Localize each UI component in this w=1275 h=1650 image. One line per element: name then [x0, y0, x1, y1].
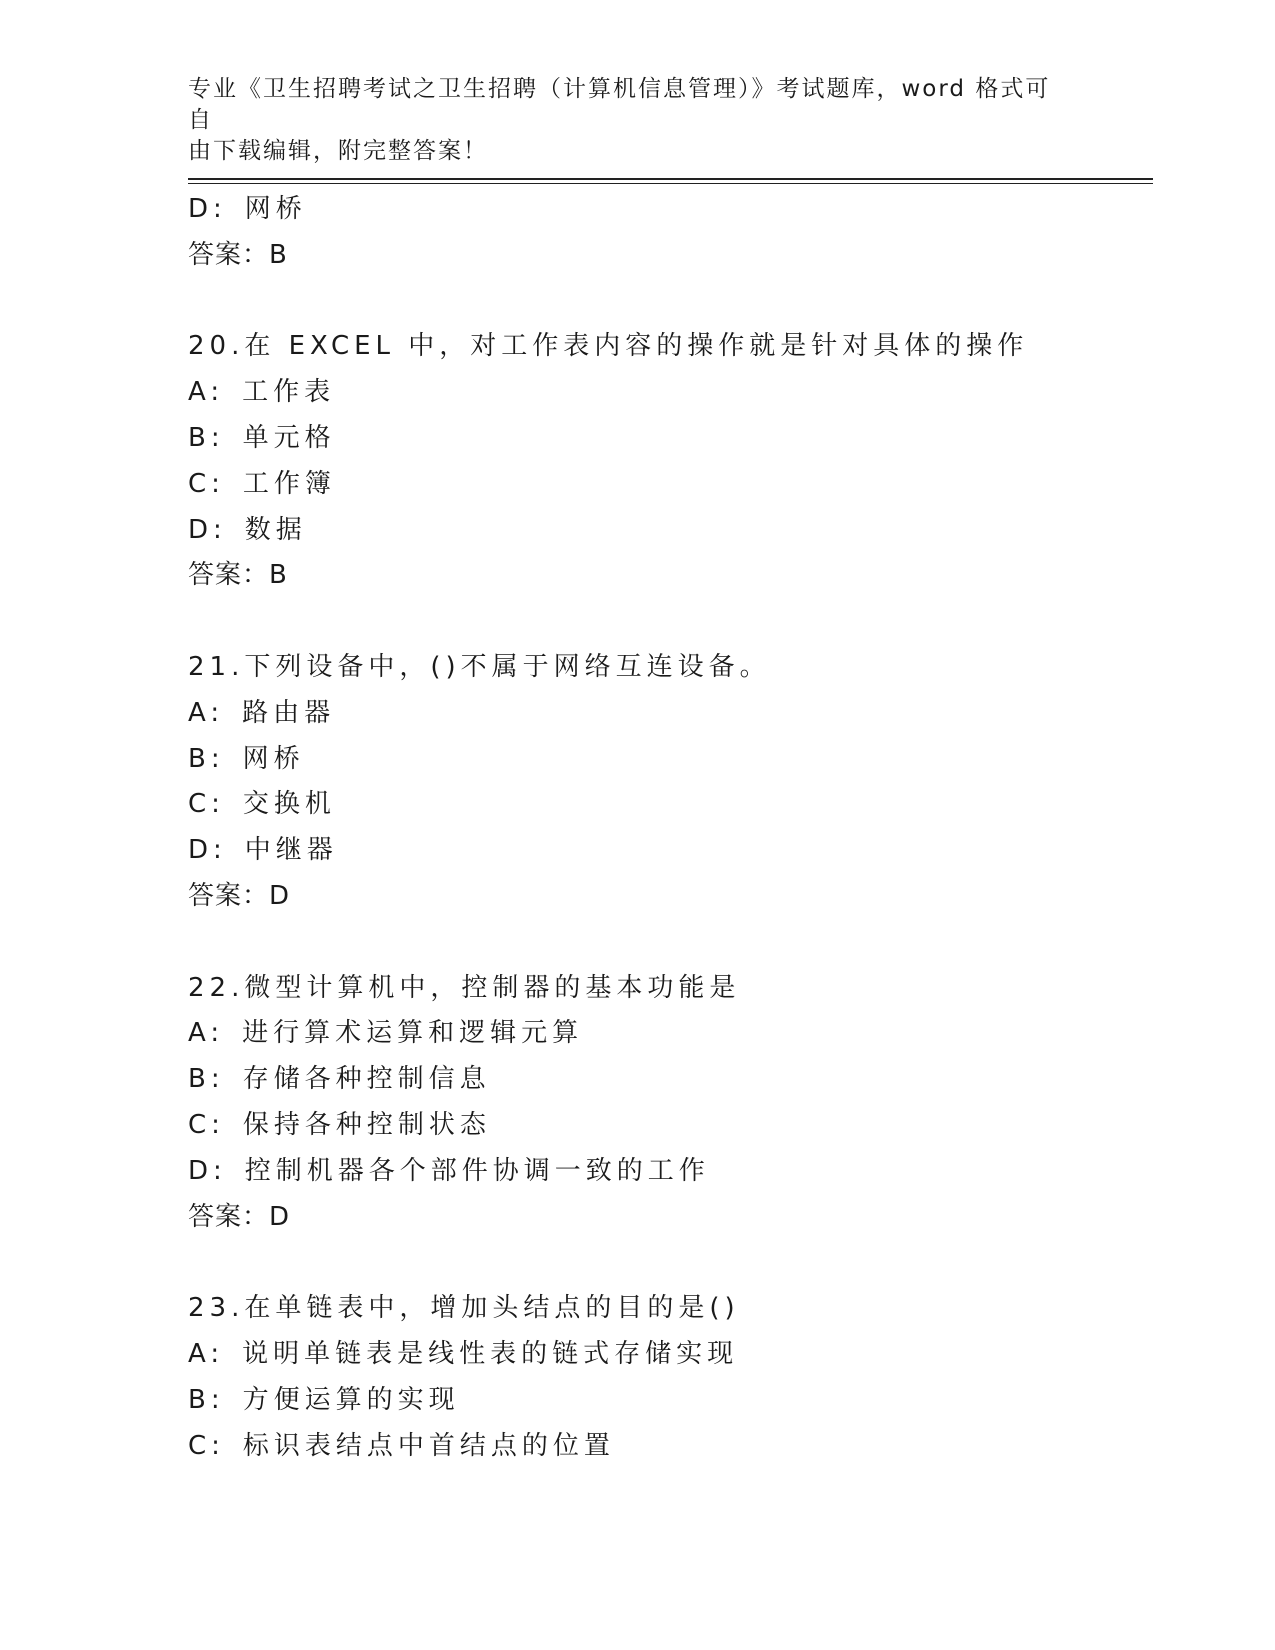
document-header [188, 74, 1068, 167]
header-divider-thick [188, 178, 1153, 180]
option-key: B: [188, 422, 225, 453]
question-list [188, 187, 1153, 1469]
question-block-22 [188, 966, 1153, 1241]
option-key: A: [188, 697, 225, 728]
option-line [188, 1378, 1153, 1424]
option-text: 说明单链表是线性表的链式存储实现 [242, 1338, 739, 1369]
option-key: B: [188, 1064, 225, 1095]
option-key: C: [188, 789, 225, 820]
option-text: 存储各种控制信息 [242, 1064, 491, 1095]
option-line [188, 1011, 1153, 1057]
option-text: 进行算术运算和逻辑元算 [242, 1018, 584, 1049]
option-text: 单元格 [242, 422, 336, 453]
option-text: 网桥 [242, 743, 305, 774]
question-stem: 22.微型计算机中，控制器的基本功能是 [188, 972, 741, 1003]
option-key: A: [188, 1018, 225, 1049]
option-line [188, 1057, 1153, 1103]
option-key: D: [188, 835, 227, 866]
option-text: 数据 [244, 514, 307, 545]
option-line [188, 1103, 1153, 1149]
option-text: 标识表结点中首结点的位置 [242, 1430, 615, 1461]
option-line [188, 691, 1153, 737]
header-divider-thin [188, 183, 1153, 184]
question-stem: 20.在 EXCEL 中，对工作表内容的操作就是针对具体的操作 [188, 331, 1029, 362]
option-key: B: [188, 743, 225, 774]
option-line [188, 462, 1153, 508]
option-line [188, 782, 1153, 828]
option-line [188, 828, 1153, 874]
option-text: 网桥 [244, 194, 307, 224]
question-stem: 21.下列设备中，()不属于网络互连设备。 [188, 651, 771, 682]
option-key: C: [188, 468, 225, 499]
option-text: 中继器 [244, 835, 338, 866]
option-key: C: [188, 1430, 225, 1461]
option-key: C: [188, 1109, 225, 1140]
option-text: 工作表 [242, 377, 336, 408]
option-text: 保持各种控制状态 [242, 1109, 491, 1140]
option-key: B: [188, 1384, 225, 1415]
option-key: A: [188, 377, 225, 408]
option-line [188, 1332, 1153, 1378]
answer-line: 答案：D [188, 880, 291, 911]
question-block-21 [188, 645, 1153, 920]
option-line [188, 1149, 1153, 1195]
answer-line: 答案：B [188, 560, 288, 591]
question-gap [188, 1240, 1153, 1286]
option-key: D: [188, 1155, 227, 1186]
option-text: 方便运算的实现 [242, 1384, 460, 1415]
option-text: 工作簿 [242, 468, 336, 499]
question-block-20 [188, 324, 1153, 599]
option-text: 交换机 [242, 789, 336, 820]
header-line-2: 由下载编辑，附完整答案！ [188, 138, 488, 164]
header-line-1: 专业《卫生招聘考试之卫生招聘（计算机信息管理）》考试题库，word 格式可自 [188, 76, 1051, 133]
answer-line: 答案：D [188, 1201, 291, 1232]
question-gap [188, 279, 1153, 325]
option-line [188, 187, 1153, 233]
option-line [188, 737, 1153, 783]
option-text: 路由器 [242, 697, 336, 728]
option-line [188, 370, 1153, 416]
option-line [188, 1424, 1153, 1470]
question-gap [188, 599, 1153, 645]
answer-line: 答案：B [188, 239, 288, 270]
question-gap [188, 920, 1153, 966]
option-key: D: [188, 194, 227, 224]
option-key: A: [188, 1338, 225, 1369]
option-line [188, 416, 1153, 462]
option-text: 控制机器各个部件协调一致的工作 [244, 1155, 710, 1186]
option-key: D: [188, 514, 227, 545]
question-block-23 [188, 1286, 1153, 1469]
question-stem: 23.在单链表中，增加头结点的目的是() [188, 1293, 740, 1324]
option-line [188, 508, 1153, 554]
